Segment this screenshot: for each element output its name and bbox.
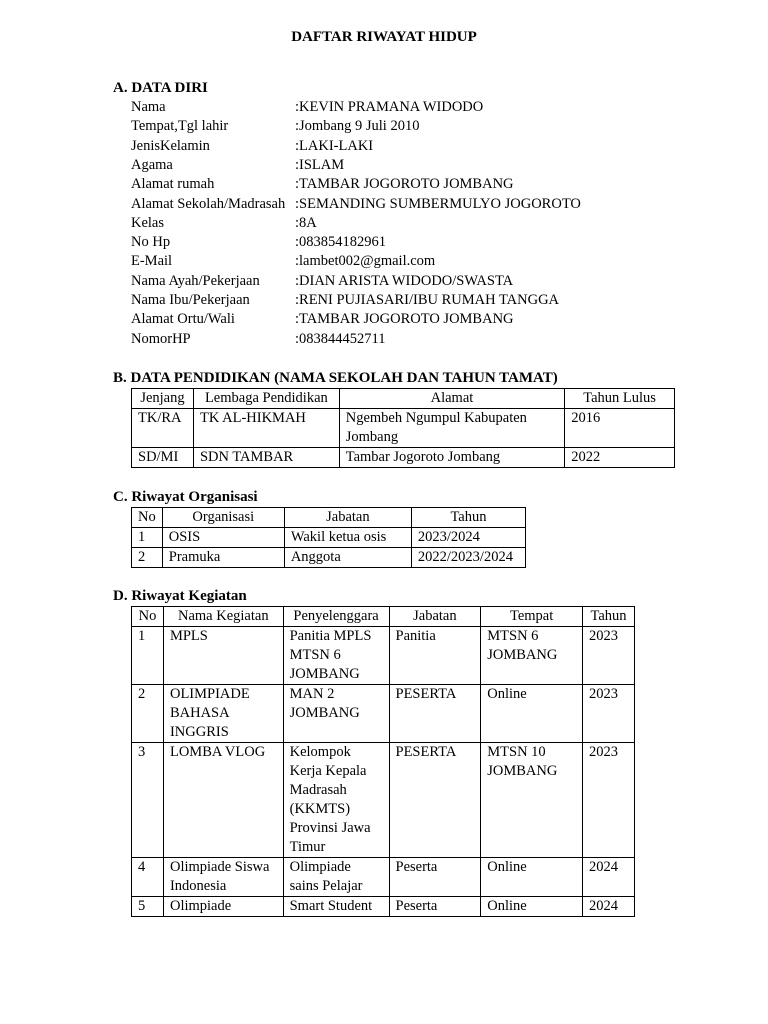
field-value: :8A — [295, 214, 317, 231]
table-cell: 2023/2024 — [411, 528, 525, 548]
table-cell: TK/RA — [132, 409, 194, 448]
table-cell: 2023 — [583, 685, 635, 743]
activity-table — [131, 606, 635, 917]
section-a-heading: A. DATA DIRI — [113, 80, 208, 96]
table-cell: Kelompok Kerja Kepala Madrasah (KKMTS) Provinsi Jawa Timur — [283, 743, 389, 858]
table-cell: Anggota — [284, 548, 411, 568]
table-cell: Pramuka — [162, 548, 284, 568]
table-header: Alamat — [339, 389, 564, 409]
field-label: Kelas — [131, 214, 165, 231]
table-cell: Peserta — [389, 858, 481, 897]
field-value: :ISLAM — [295, 156, 345, 173]
field-value: :RENI PUJIASARI/IBU RUMAH TANGGA — [295, 292, 560, 308]
section-b-heading: B. DATA PENDIDIKAN (NAMA SEKOLAH DAN TAHUN TAMAT) — [113, 370, 558, 386]
table-cell: 2023 — [583, 627, 635, 685]
table-cell: 5 — [132, 897, 164, 917]
field-label: Nama — [131, 99, 166, 115]
table-cell: 1 — [132, 627, 164, 685]
table-cell: LOMBA VLOG — [163, 743, 283, 858]
field-label: No Hp — [131, 234, 171, 251]
table-cell: 2022/2023/2024 — [411, 548, 525, 568]
table-cell: SDN TAMBAR — [193, 448, 339, 468]
table-header: Jabatan — [284, 508, 411, 528]
table-cell: 2 — [132, 548, 163, 568]
table-cell: SD/MI — [132, 448, 194, 468]
table-cell: 2016 — [565, 409, 675, 448]
table-cell: 3 — [132, 743, 164, 858]
table-cell: Online — [481, 897, 583, 917]
table-cell: Olimpiade — [163, 897, 283, 917]
table-cell: PESERTA — [389, 743, 481, 858]
field-value: :KEVIN PRAMANA WIDODO — [295, 99, 484, 115]
document-title: DAFTAR RIWAYAT HIDUP — [291, 29, 477, 45]
field-value: :TAMBAR JOGOROTO JOMBANG — [295, 311, 514, 328]
table-cell: 2024 — [583, 897, 635, 917]
field-label: NomorHP — [131, 330, 191, 347]
table-cell: MPLS — [163, 627, 283, 685]
table-cell: Tambar Jogoroto Jombang — [339, 448, 564, 468]
table-cell: 2023 — [583, 743, 635, 858]
table-header: Tempat — [481, 607, 583, 627]
table-header: Jabatan — [389, 607, 481, 627]
table-header: Penyelenggara — [283, 607, 389, 627]
section-d-heading: D. Riwayat Kegiatan — [113, 588, 247, 604]
table-cell: Olimpiade sains Pelajar — [283, 858, 389, 897]
field-value: :DIAN ARISTA WIDODO/SWASTA — [295, 272, 514, 289]
field-value: :TAMBAR JOGOROTO JOMBANG — [295, 176, 514, 193]
field-value: :083844452711 — [295, 330, 386, 347]
table-cell: 4 — [132, 858, 164, 897]
table-header: Jenjang — [132, 389, 194, 409]
field-value: :Jombang 9 Juli 2010 — [295, 118, 420, 135]
table-header: No — [132, 607, 164, 627]
table-cell: 2022 — [565, 448, 675, 468]
table-row — [132, 528, 526, 548]
field-label: E-Mail — [131, 253, 173, 270]
field-label: Alamat Ortu/Wali — [131, 311, 235, 328]
table-cell: MAN 2 JOMBANG — [283, 685, 389, 743]
table-cell: 2 — [132, 685, 164, 743]
field-label: Agama — [131, 156, 173, 173]
field-label: Alamat Sekolah/Madrasah — [131, 195, 286, 212]
table-cell: TK AL-HIKMAH — [193, 409, 339, 448]
field-label: Nama Ayah/Pekerjaan — [131, 272, 260, 289]
field-label: Alamat rumah — [131, 176, 215, 193]
table-row — [132, 897, 635, 917]
table-header: Tahun — [583, 607, 635, 627]
table-row — [132, 858, 635, 897]
table-row — [132, 685, 635, 743]
table-row — [132, 409, 675, 448]
table-cell: MTSN 10 JOMBANG — [481, 743, 583, 858]
table-row — [132, 448, 675, 468]
table-cell: Peserta — [389, 897, 481, 917]
table-header: No — [132, 508, 163, 528]
table-cell: 2024 — [583, 858, 635, 897]
field-value: :SEMANDING SUMBERMULYO JOGOROTO — [295, 195, 581, 212]
table-header: Tahun — [411, 508, 525, 528]
field-value: :083854182961 — [295, 234, 387, 251]
table-row — [132, 627, 635, 685]
table-cell: Ngembeh Ngumpul Kabupaten Jombang — [339, 409, 564, 448]
table-cell: Online — [481, 685, 583, 743]
table-cell: Wakil ketua osis — [284, 528, 411, 548]
organization-table — [131, 507, 526, 568]
table-row — [132, 548, 526, 568]
table-cell: Panitia — [389, 627, 481, 685]
table-cell: MTSN 6 JOMBANG — [481, 627, 583, 685]
table-header: Organisasi — [162, 508, 284, 528]
table-cell: OLIMPIADE BAHASA INGGRIS — [163, 685, 283, 743]
education-table — [131, 388, 675, 468]
table-header: Tahun Lulus — [565, 389, 675, 409]
field-label: JenisKelamin — [131, 137, 210, 154]
table-cell: Panitia MPLS MTSN 6 JOMBANG — [283, 627, 389, 685]
field-label: Tempat,Tgl lahir — [131, 118, 229, 135]
table-header: Nama Kegiatan — [163, 607, 283, 627]
section-c-heading: C. Riwayat Organisasi — [113, 489, 258, 505]
table-cell: OSIS — [162, 528, 284, 548]
table-cell: Olimpiade Siswa Indonesia — [163, 858, 283, 897]
field-value: :LAKI-LAKI — [295, 137, 374, 154]
field-label: Nama Ibu/Pekerjaan — [131, 292, 250, 308]
table-cell: Online — [481, 858, 583, 897]
table-cell: 1 — [132, 528, 163, 548]
table-cell: PESERTA — [389, 685, 481, 743]
table-row — [132, 743, 635, 858]
table-header: Lembaga Pendidikan — [193, 389, 339, 409]
field-value: :lambet002@gmail.com — [295, 253, 436, 270]
table-cell: Smart Student — [283, 897, 389, 917]
